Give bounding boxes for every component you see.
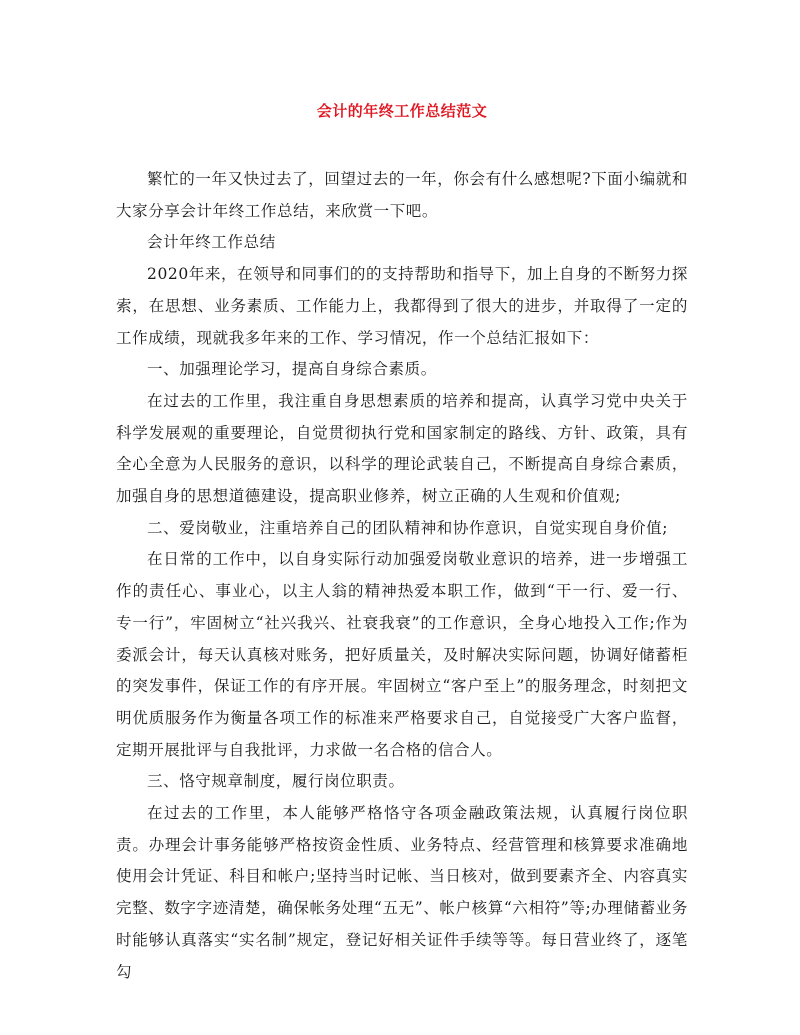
- body-paragraph: 在日常的工作中，以自身实际行动加强爱岗敬业意识的培养，进一步增强工作的责任心、事业心，以主人翁的精神热爱本职工作，做到“干一行、爱一行、专一行”，牢固树立“社兴我兴、社衰我衰”的工作意识，全身心地投入工作;作为委派会计，每天认真核对账务，把好质量关，及时解决实际问题，协调好储蓄柜的突发事件，保证工作的有序开展。牢固树立“客户至上”的服务理念，时刻把文明优质服务作为衡量各项工作的标准来严格要求自己，自觉接受广大客户监督，定期开展批评与自我批评，力求做一名合格的信合人。: [116, 550, 688, 759]
- section-heading: 会计年终工作总结: [147, 233, 276, 252]
- heading-two: 二、爱岗敬业，注重培养自己的团队精神和协作意识，自觉实现自身价值;: [147, 518, 669, 537]
- document-title: 会计的年终工作总结范文: [316, 102, 488, 120]
- summary-paragraph: 2020年来，在领导和同事们的的支持帮助和指导下，加上自身的不断努力探索，在思想、业务素质、工作能力上，我都得到了很大的进步，并取得了一定的工作成绩，现就我多年来的工作、学习情况，作一个总结汇报如下：: [116, 265, 688, 347]
- intro-paragraph: 繁忙的一年又快过去了，回望过去的一年，你会有什么感想呢?下面小编就和大家分享会计年终工作总结，来欣赏一下吧。: [116, 170, 688, 220]
- document-page: [116, 96, 688, 988]
- body-paragraph: 在过去的工作里，我注重自身思想素质的培养和提高，认真学习党中央关于科学发展观的重要理论，自觉贯彻执行党和国家制定的路线、方针、政策，具有全心全意为人民服务的意识，以科学的理论武装自己，不断提高自身综合素质，加强自身的思想道德建设，提高职业修养，树立正确的人生观和价值观;: [116, 391, 688, 506]
- heading-three: 三、恪守规章制度，履行岗位职责。: [147, 772, 405, 791]
- body-paragraph: 在过去的工作里，本人能够严格恪守各项金融政策法规，认真履行岗位职责。办理会计事务能够严格按资金性质、业务特点、经营管理和核算要求准确地使用会计凭证、科目和帐户;坚持当时记帐、当日核对，做到要素齐全、内容真实完整、数字字迹清楚，确保帐务处理“五无”、帐户核算“六相符”等;办理储蓄业务时能够认真落实“实名制”规定，登记好相关证件手续等等。每日营业终了，逐笔勾: [116, 804, 688, 981]
- heading-one: 一、加强理论学习，提高自身综合素质。: [147, 360, 437, 379]
